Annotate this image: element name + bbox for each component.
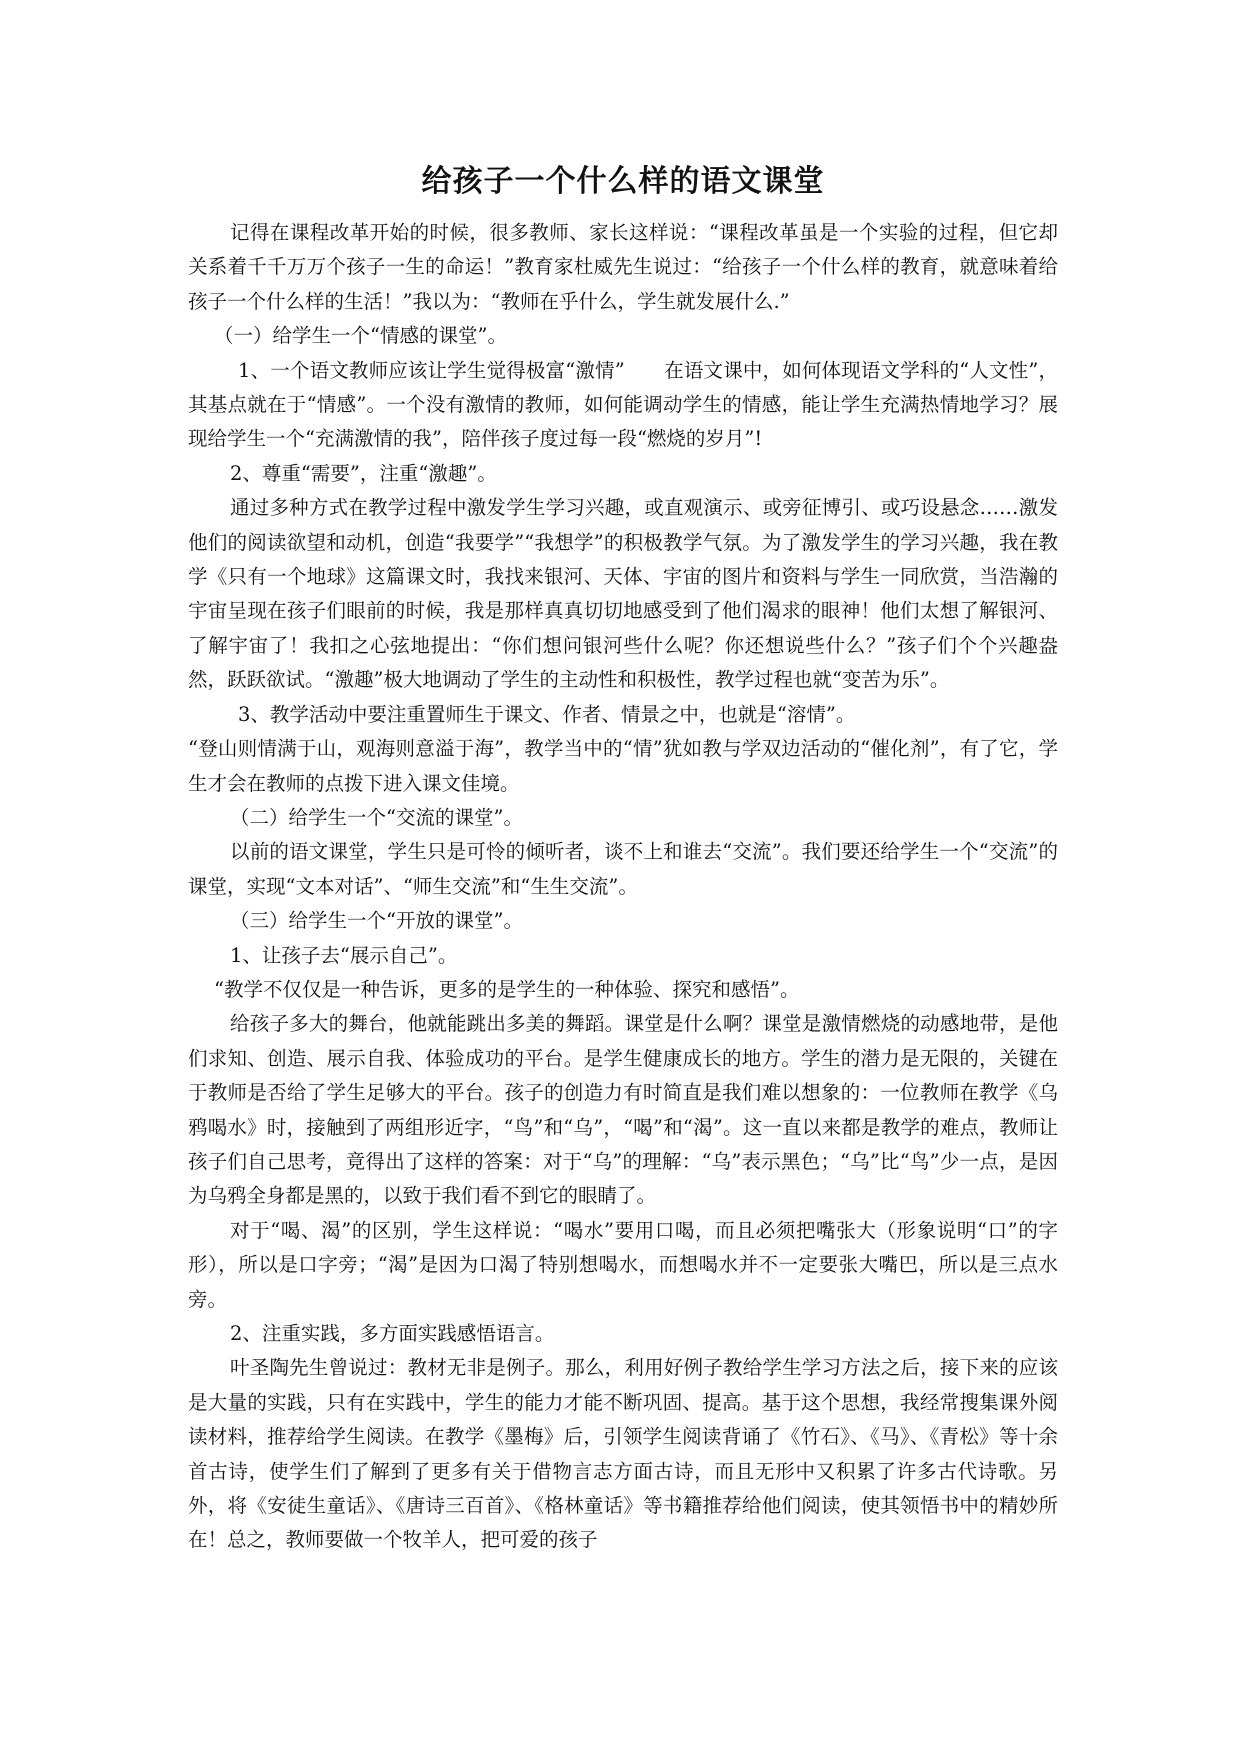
paragraph: 3、教学活动中要注重置师生于课文、作者、情景之中，也就是“溶情”。 (238, 702, 856, 726)
paragraph: “登山则情满于山，观海则意溢于海”，教学当中的“情”犹如教与学双边活动的“催化剂”，有了它，学生才会在教师的点拨下进入课文佳境。 (188, 737, 1058, 795)
paragraph: 叶圣陶先生曾说过：教材无非是例子。那么，利用好例子教给学生学习方法之后，接下来的应该是大量的实践，只有在实践中，学生的能力才能不断巩固、提高。基于这个思想，我经常搜集课外阅读材料，推荐给学生阅读。在教学《墨梅》后，引领学生阅读背诵了《竹石》、《马》、《青松》等十余首古诗，使学生们了解到了更多有关于借物言志方面古诗，而且无形中又积累了许多古代诗歌。另外，将《安徒生童话》、《唐诗三百首》、《格林童话》等书籍推荐给他们阅读，使其领悟书中的精妙所在！总之，教师要做一个牧羊人，把可爱的孩子 (188, 1356, 1058, 1552)
document-title: 给孩子一个什么样的语文课堂 (421, 164, 825, 199)
paragraph: 以前的语文课堂，学生只是可怜的倾听者，谈不上和谁去“交流”。我们要还给学生一个“交流”的课堂，实现“文本对话”、“师生交流”和“生生交流”。 (188, 840, 1058, 898)
paragraph: 1、让孩子去“展示自己”。 (230, 943, 458, 967)
paragraph: 2、尊重“需要”，注重“激趣”。 (230, 461, 497, 485)
document-page (188, 160, 1058, 1558)
paragraph: 1、一个语文教师应该让学生觉得极富“激情” 在语文课中，如何体现语文学科的“人文性”，其基点就在于“情感”。一个没有激情的教师，如何能调动学生的情感，能让学生充满热情地学习？展现给学生一个“充满激情的我”，陪伴孩子度过每一段“燃烧的岁月”! (188, 358, 1058, 451)
document-body (188, 216, 1058, 1558)
paragraph: （一）给学生一个“情感的课堂”。 (214, 324, 507, 348)
paragraph: 通过多种方式在教学过程中激发学生学习兴趣，或直观演示、或旁征博引、或巧设悬念……激发他们的阅读欲望和动机，创造“我要学”“我想学”的积极教学气氛。为了激发学生的学习兴趣，我在教学《只有一个地球》这篇课文时，我找来银河、天体、宇宙的图片和资料与学生一同欣赏，当浩瀚的宇宙呈现在孩子们眼前的时候，我是那样真真切切地感受到了他们渴求的眼神！他们太想了解银河、了解宇宙了！我扣之心弦地提出：“你们想问银河些什么呢？你还想说些什么？”孩子们个个兴趣盎然，跃跃欲试。“激趣”极大地调动了学生的主动性和积极性，教学过程也就“变苦为乐”。 (188, 496, 1058, 692)
paragraph: （三）给学生一个“开放的课堂”。 (230, 909, 523, 933)
paragraph: 2、注重实践，多方面实践感悟语言。 (230, 1322, 555, 1345)
paragraph: 记得在课程改革开始的时候，很多教师、家长这样说：“课程改革虽是一个实验的过程，但它却关系着千千万万个孩子一生的命运！”教育家杜威先生说过：“给孩子一个什么样的教育，就意味着给孩子一个什么样的生活！”我以为：“教师在乎什么，学生就发展什么.” (188, 221, 1058, 313)
paragraph: 给孩子多大的舞台，他就能跳出多美的舞蹈。课堂是什么啊？课堂是激情燃烧的动感地带，是他们求知、创造、展示自我、体验成功的平台。是学生健康成长的地方。学生的潜力是无限的，关键在于教师是否给了学生足够大的平台。孩子的创造力有时简直是我们难以想象的：一位教师在教学《乌鸦喝水》时，接触到了两组形近字，“鸟”和“乌”，“喝”和“渴”。这一直以来都是教学的难点，教师让孩子们自己思考，竟得出了这样的答案：对于“乌”的理解：“乌”表示黑色；“乌”比“鸟”少一点，是因为乌鸦全身都是黑的，以致于我们看不到它的眼睛了。 (188, 1012, 1058, 1208)
paragraph: （二）给学生一个“交流的课堂”。 (230, 805, 523, 829)
paragraph: “教学不仅仅是一种告诉，更多的是学生的一种体验、探究和感悟”。 (214, 977, 800, 1001)
paragraph: 对于“喝、渴”的区别，学生这样说：“喝水”要用口喝，而且必须把嘴张大（形象说明“口”的字形），所以是口字旁；“渴”是因为口渴了特别想喝水，而想喝水并不一定要张大嘴巴，所以是三点水旁。 (188, 1218, 1058, 1311)
